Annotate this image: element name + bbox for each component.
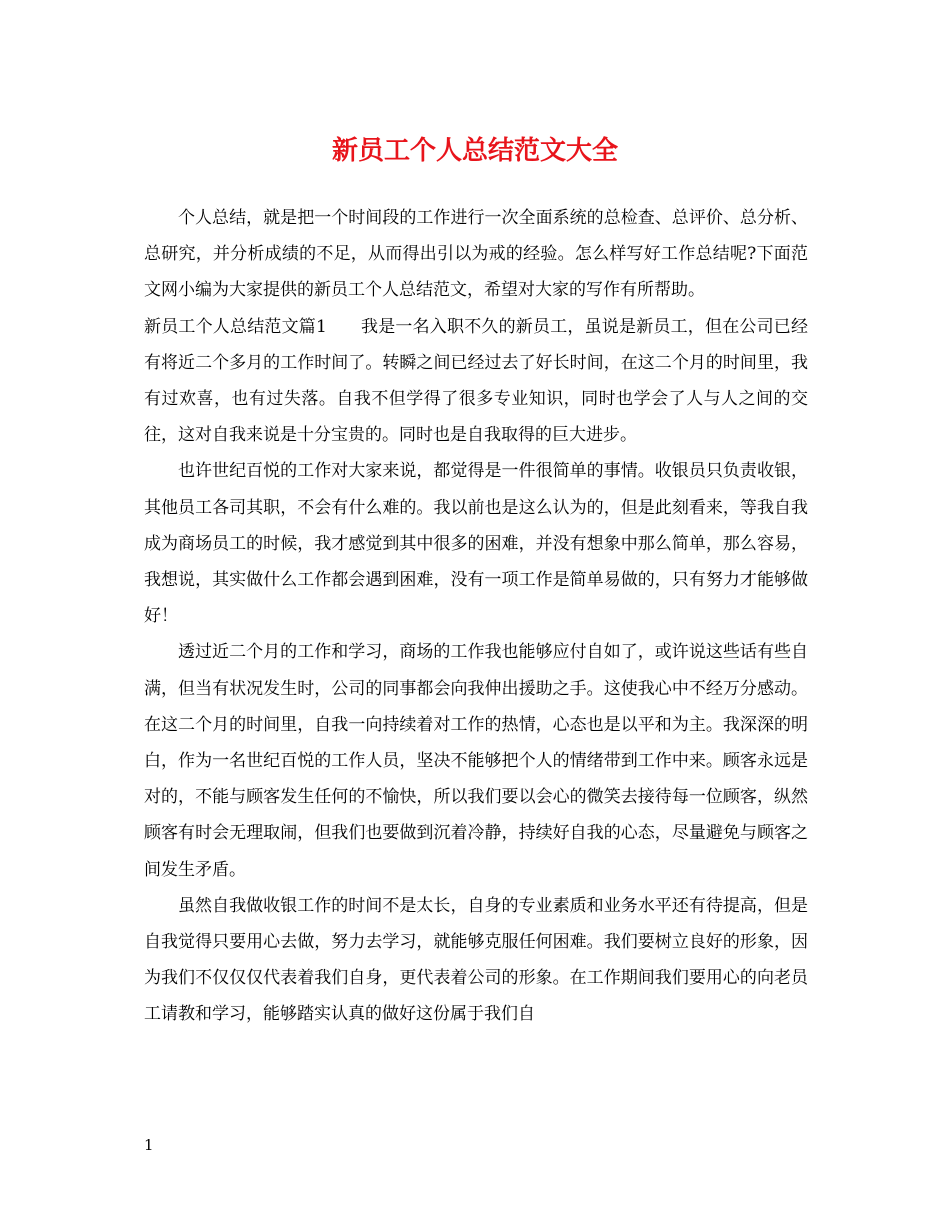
section-first-paragraph: 我是一名入职不久的新员工，虽说是新员工，但在公司已经有将近二个多月的工作时间了。转瞬之间已经过去了好长时间，在这二个月的时间里，我有过欢喜，也有过失落。自我不但学得了很多专业知识，同时也学会了人与人之间的交往，这对自我来说是十分宝贵的。同时也是自我取得的巨大进步。: [144, 316, 808, 446]
body-paragraph-1: 也许世纪百悦的工作对大家来说，都觉得是一件很简单的事情。收银员只负责收银，其他员工各司其职，不会有什么难的。我以前也是这么认为的，但是此刻看来，等我自我成为商场员工的时候，我才感觉到其中很多的困难，并没有想象中那么简单，那么容易，我想说，其实做什么工作都会遇到困难，没有一项工作是简单易做的，只有努力才能够做好！: [144, 461, 808, 627]
page-number: 1: [144, 1136, 154, 1154]
intro-paragraph: 个人总结，就是把一个时间段的工作进行一次全面系统的总检查、总评价、总分析、总研究，并分析成绩的不足，从而得出引以为戒的经验。怎么样写好工作总结呢?下面范文网小编为大家提供的新员工个人总结范文，希望对大家的写作有所帮助。: [144, 208, 808, 301]
body-paragraph-2: 透过近二个月的工作和学习，商场的工作我也能够应付自如了，或许说这些话有些自满，但当有状况发生时，公司的同事都会向我伸出援助之手。这使我心中不经万分感动。在这二个月的时间里，自我一向持续着对工作的热情，心态也是以平和为主。我深深的明白，作为一名世纪百悦的工作人员，坚决不能够把个人的情绪带到工作中来。顾客永远是对的，不能与顾客发生任何的不愉快，所以我们要以会心的微笑去接待每一位顾客，纵然顾客有时会无理取闹，但我们也要做到沉着冷静，持续好自我的心态，尽量避免与顾客之间发生矛盾。: [144, 642, 808, 880]
document-body: [144, 200, 808, 1033]
body-paragraph-3: 虽然自我做收银工作的时间不是太长，自身的专业素质和业务水平还有待提高，但是自我觉得只要用心去做，努力去学习，就能够克服任何困难。我们要树立良好的形象，因为我们不仅仅仅代表着我们自身，更代表着公司的形象。在工作期间我们要用心的向老员工请教和学习，能够踏实认真的做好这份属于我们自: [144, 895, 808, 1025]
section-heading: 新员工个人总结范文篇1: [144, 316, 327, 337]
page-title: 新员工个人总结范文大全: [331, 136, 618, 166]
section-paragraph: [144, 309, 808, 454]
